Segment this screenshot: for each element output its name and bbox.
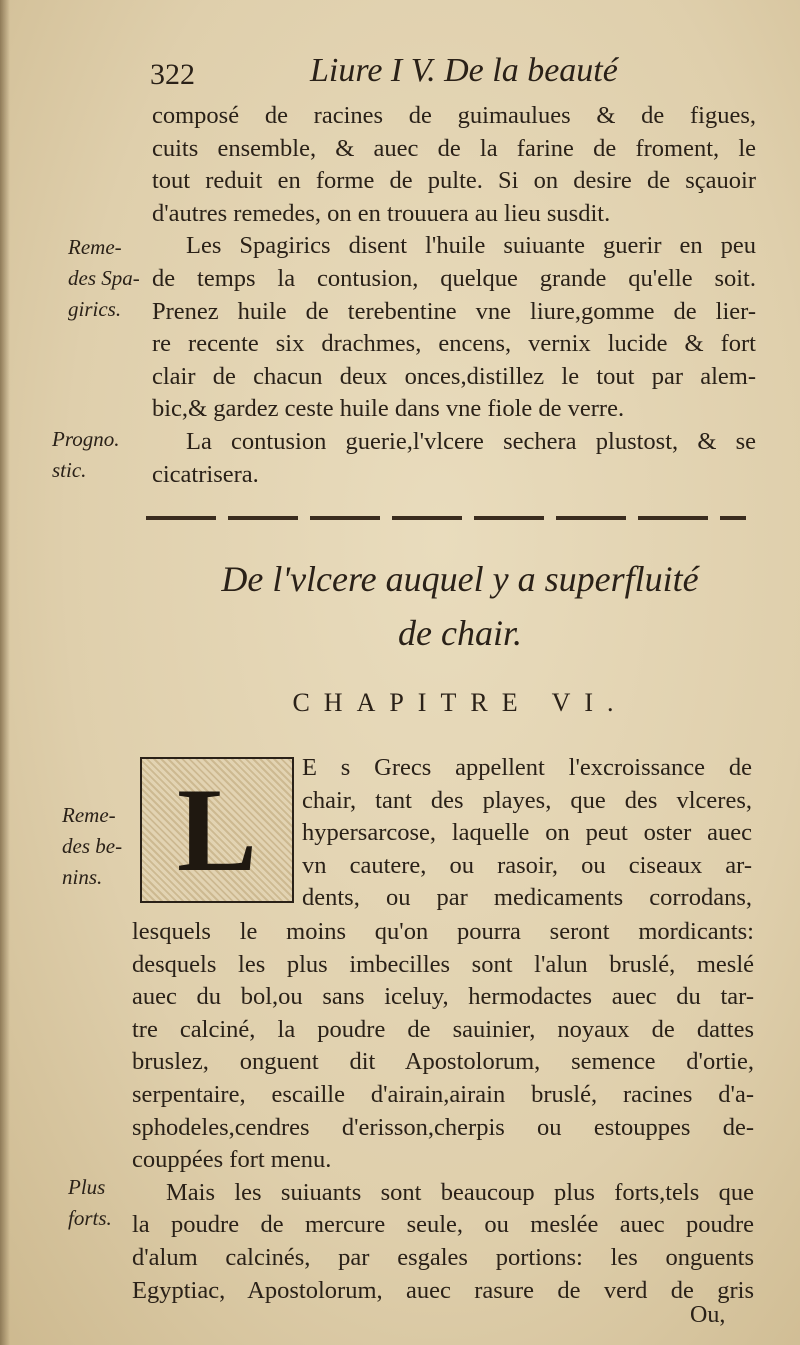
text-line: auec du bol,ou sans iceluy, hermodactes auec du tar- <box>132 983 754 1011</box>
text-line: serpentaire, escaille d'airain,airain bruslé, racines d'a- <box>132 1080 754 1108</box>
ornamental-drop-cap <box>140 757 294 903</box>
text-line: cuits ensemble, & auec de la farine de froment, le <box>152 134 756 162</box>
text-line: d'autres remedes, on en trouuera au lieu susdit. <box>152 199 611 227</box>
text-line: la poudre de mercure seule, ou meslée auec poudre <box>132 1211 754 1239</box>
text-line: Egyptiac, Apostolorum, auec rasure de verd de gris <box>132 1276 754 1304</box>
chapter-title-line: de chair. <box>398 613 522 653</box>
text-line: re recente six drachmes, encens, vernix lucide & fort <box>152 330 756 358</box>
text-line: chair, tant des playes, que des vlceres, <box>302 786 752 814</box>
running-title: Liure I V. De la beauté <box>310 52 618 89</box>
margin-note-line: Progno. <box>52 427 120 451</box>
margin-note-line: Plus <box>68 1175 106 1199</box>
chapter-number: CHAPITRE VI. <box>292 688 628 717</box>
text-line: couppées fort menu. <box>132 1146 332 1174</box>
catchword: Ou, <box>690 1302 726 1328</box>
text-line: cicatrisera. <box>152 460 259 488</box>
paragraph-block-2 <box>132 916 754 1307</box>
text-line: dents, ou par medicaments corrodans, <box>302 884 752 912</box>
drop-cap-letter: L <box>176 763 258 896</box>
text-line: lesquels le moins qu'on pourra seront mordicants: <box>132 918 754 945</box>
text-line: d'alum calcinés, par esgales portions: les onguents <box>132 1243 754 1271</box>
text-line: clair de chacun deux onces,distillez le tout par alem- <box>152 362 756 390</box>
text-line: desquels les plus imbecilles sont l'alun bruslé, meslé <box>132 950 754 978</box>
margin-note-line: des Spa- <box>68 266 140 290</box>
margin-note-line: nins. <box>62 865 103 889</box>
text-line: de temps la contusion, quelque grande qu'elle soit. <box>152 264 756 292</box>
text-line: bic,& gardez ceste huile dans vne fiole de verre. <box>152 395 625 423</box>
text-line: composé de racines de guimaulues & de figues, <box>152 102 756 129</box>
text-line: Mais les suiuants sont beaucoup plus forts,tels que <box>166 1178 754 1206</box>
text-line: E s Grecs appellent l'excroissance de <box>302 754 752 781</box>
paragraph-block-1 <box>152 100 756 491</box>
margin-note-remedes-benins <box>62 800 142 893</box>
text-line: vn cautere, ou rasoir, ou ciseaux ar- <box>302 851 752 879</box>
text-line: hypersarcose, laquelle on peut oster auec <box>302 819 752 847</box>
margin-note-line: forts. <box>68 1206 112 1230</box>
margin-note-prognostic <box>52 424 132 486</box>
paragraph-block-2-beside-drop-cap <box>302 752 752 915</box>
margin-note-line: Reme- <box>68 235 122 259</box>
margin-note-line: stic. <box>52 458 87 482</box>
section-divider-rule <box>146 516 746 520</box>
chapter-title <box>150 552 770 660</box>
margin-note-line: girics. <box>68 297 122 321</box>
text-line: sphodeles,cendres d'erisson,cherpis ou estouppes de- <box>132 1113 754 1141</box>
page-header <box>150 52 750 96</box>
margin-note-plus-forts <box>68 1172 148 1234</box>
text-line: tre calciné, la poudre de sauinier, noyaux de dattes <box>132 1015 754 1043</box>
page-number: 322 <box>150 58 195 91</box>
margin-note-remedes-spagirics <box>68 232 148 325</box>
text-line: Prenez huile de terebentine vne liure,gomme de lier- <box>152 297 756 325</box>
text-line: Les Spagirics disent l'huile suiuante guerir en peu <box>186 232 756 260</box>
text-line: tout reduit en forme de pulte. Si on desire de sçauoir <box>152 167 756 195</box>
page-edge-shadow <box>0 0 10 1345</box>
margin-note-line: Reme- <box>62 803 116 827</box>
text-line: bruslez, onguent dit Apostolorum, semence d'ortie, <box>132 1048 754 1076</box>
text-line: La contusion guerie,l'vlcere sechera plustost, & se <box>186 427 756 455</box>
chapter-title-line: De l'vlcere auquel y a superfluité <box>221 559 699 599</box>
margin-note-line: des be- <box>62 834 123 858</box>
